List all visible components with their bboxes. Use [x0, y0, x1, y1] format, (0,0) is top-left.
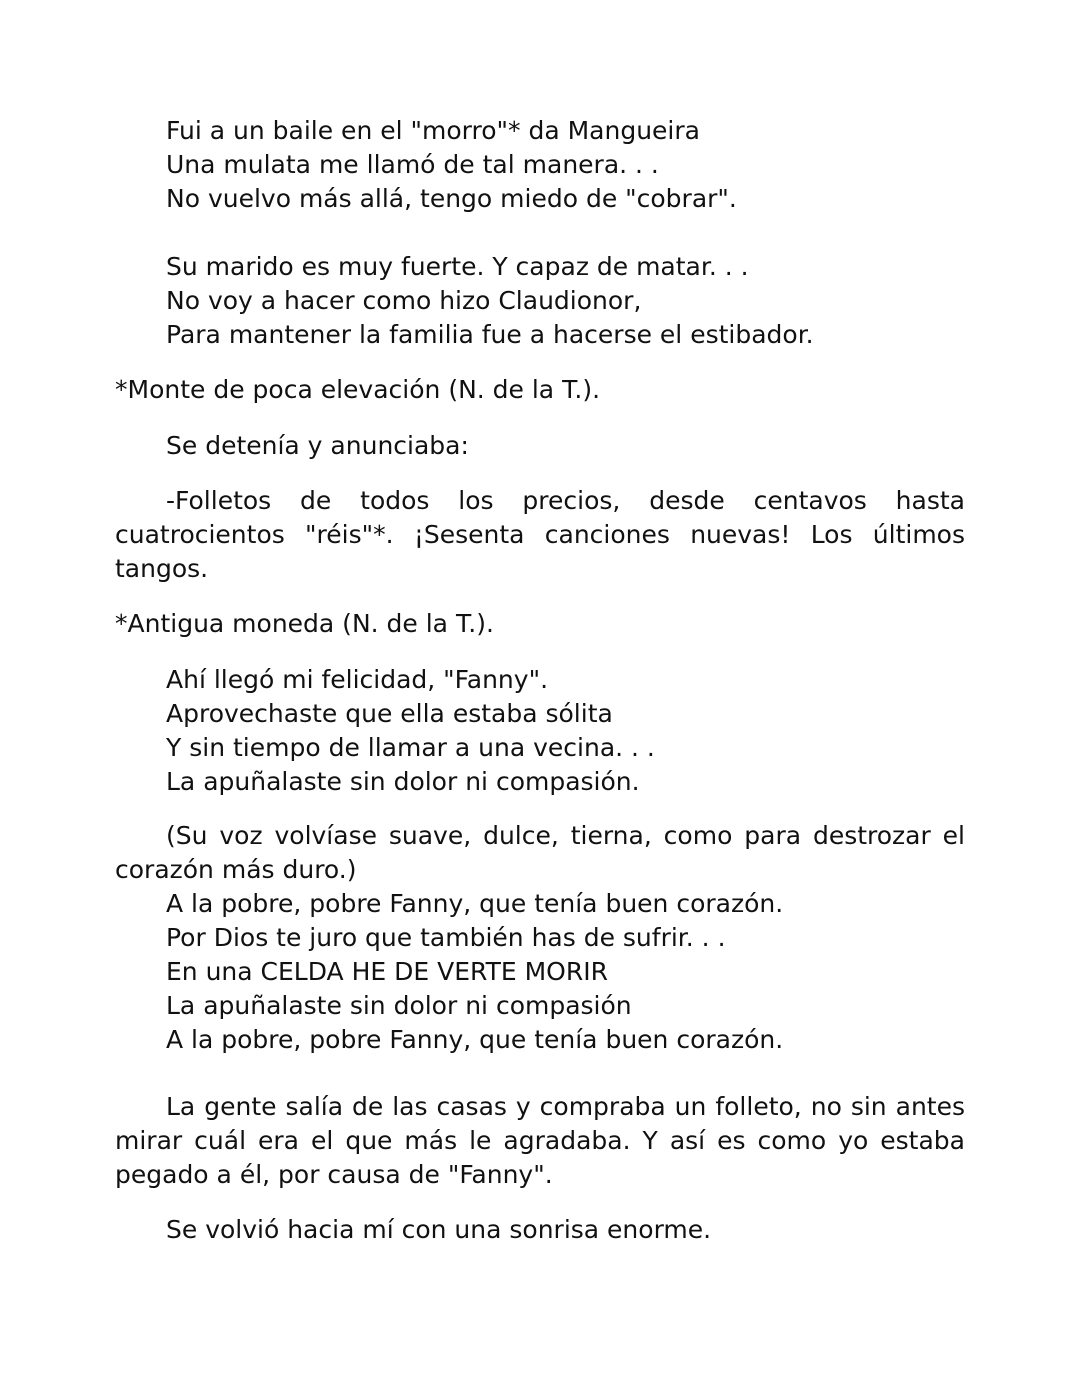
verse-line: Su marido es muy fuerte. Y capaz de matar. . . [166, 252, 749, 281]
verse-line: Y sin tiempo de llamar a una vecina. . . [166, 733, 655, 762]
paragraph-sonrisa: Se volvió hacia mí con una sonrisa enorme. [166, 1215, 712, 1244]
footnote-reis: *Antigua moneda (N. de la T.). [115, 609, 494, 638]
verse-line: Por Dios te juro que también has de sufrir. . . [166, 923, 726, 952]
verse-line: La apuñalaste sin dolor ni compasión. [166, 767, 640, 796]
verse-line: Para mantener la familia fue a hacerse el estibador. [166, 320, 814, 349]
verse-line: No voy a hacer como hizo Claudionor, [166, 286, 642, 315]
verse-line: Aprovechaste que ella estaba sólita [166, 699, 613, 728]
verse-line: Ahí llegó mi felicidad, "Fanny". [166, 665, 549, 694]
song-stanza-1 [115, 114, 965, 216]
paragraph-anunciaba: Se detenía y anunciaba: [166, 431, 469, 460]
paragraph-voz: (Su voz volvíase suave, dulce, tierna, como para destrozar el corazón más duro.) [115, 821, 965, 884]
verse-line: En una CELDA HE DE VERTE MORIR [166, 957, 608, 986]
verse-line: Fui a un baile en el "morro"* da Mangueira [166, 116, 700, 145]
document-page [115, 114, 965, 1247]
verse-line: Una mulata me llamó de tal manera. . . [166, 150, 659, 179]
song-stanza-4 [115, 887, 965, 1057]
song-stanza-3 [115, 663, 965, 799]
paragraph-gente: La gente salía de las casas y compraba un folleto, no sin antes mirar cuál era el que más le agradaba. Y así es como yo estaba pegado a él, por causa de "Fanny". [115, 1092, 965, 1189]
footnote-morro: *Monte de poca elevación (N. de la T.). [115, 375, 601, 404]
paragraph-folletos: -Folletos de todos los precios, desde centavos hasta cuatrocientos "réis"*. ¡Sesenta canciones nuevas! Los últimos tangos. [115, 486, 965, 583]
song-stanza-2 [115, 250, 965, 352]
verse-line: La apuñalaste sin dolor ni compasión [166, 991, 632, 1020]
verse-line: No vuelvo más allá, tengo miedo de "cobrar". [166, 184, 737, 213]
verse-line: A la pobre, pobre Fanny, que tenía buen corazón. [166, 1025, 784, 1054]
verse-line: A la pobre, pobre Fanny, que tenía buen corazón. [166, 889, 784, 918]
